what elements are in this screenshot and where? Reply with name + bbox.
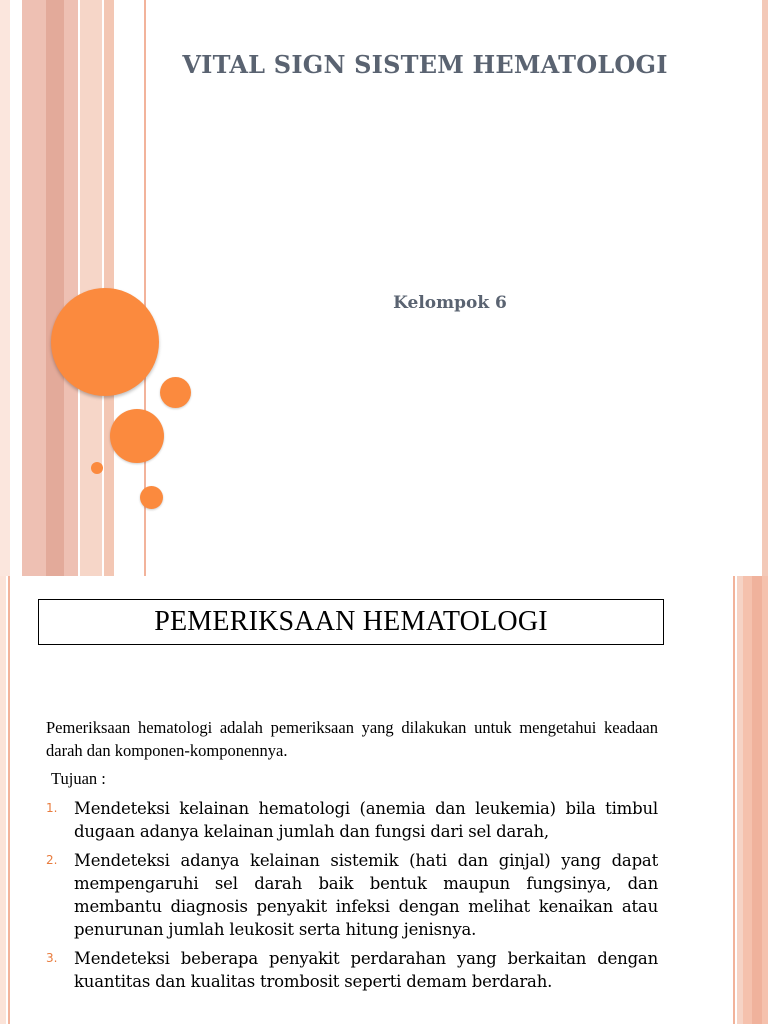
list-item: [46, 849, 658, 941]
decorative-circle: [110, 409, 164, 463]
purpose-label: Tujuan :: [51, 769, 106, 788]
slide-subtitle: Kelompok 6: [393, 293, 507, 313]
decorative-stripe: [752, 576, 762, 1024]
slide-heading: PEMERIKSAAN HEMATOLOGI: [154, 606, 548, 637]
decorative-circle: [140, 486, 163, 509]
decorative-stripe: [0, 576, 6, 1024]
list-item-text: Mendeteksi adanya kelainan sistemik (hati dan ginjal) yang dapat mempengaruhi sel darah baik bentuk maupun fungsinya, dan membantu diagnosis penyakit infeksi dengan melihat kenaikan atau penurunan jumlah leukosit serta hitung jenisnya.: [74, 851, 658, 939]
decorative-circle-large: [51, 288, 159, 396]
decorative-stripe: [762, 0, 768, 576]
decorative-stripe: [8, 576, 10, 1024]
list-number: 3.: [46, 951, 58, 965]
objectives-list: [46, 797, 658, 999]
list-item: [46, 797, 658, 843]
decorative-stripe: [733, 576, 735, 1024]
decorative-stripe: [46, 0, 64, 576]
decorative-circle: [160, 377, 191, 408]
content-slide: [0, 576, 768, 1024]
decorative-circle: [91, 462, 103, 474]
list-item-text: Mendeteksi kelainan hematologi (anemia dan leukemia) bila timbul dugaan adanya kelainan jumlah dan fungsi dari sel darah,: [74, 799, 658, 841]
decorative-stripe: [0, 0, 10, 576]
list-item-text: Mendeteksi beberapa penyakit perdarahan yang berkaitan dengan kuantitas dan kualitas trombosit seperti demam berdarah.: [74, 949, 658, 991]
slide-title: VITAL SIGN SISTEM HEMATOLOGI: [182, 50, 668, 79]
list-number: 1.: [46, 801, 58, 815]
list-number: 2.: [46, 853, 58, 867]
heading-box: [38, 599, 664, 645]
list-item: [46, 947, 658, 993]
intro-paragraph: Pemeriksaan hematologi adalah pemeriksaan yang dilakukan untuk mengetahui keadaan darah dan komponen-komponennya.: [46, 718, 658, 760]
